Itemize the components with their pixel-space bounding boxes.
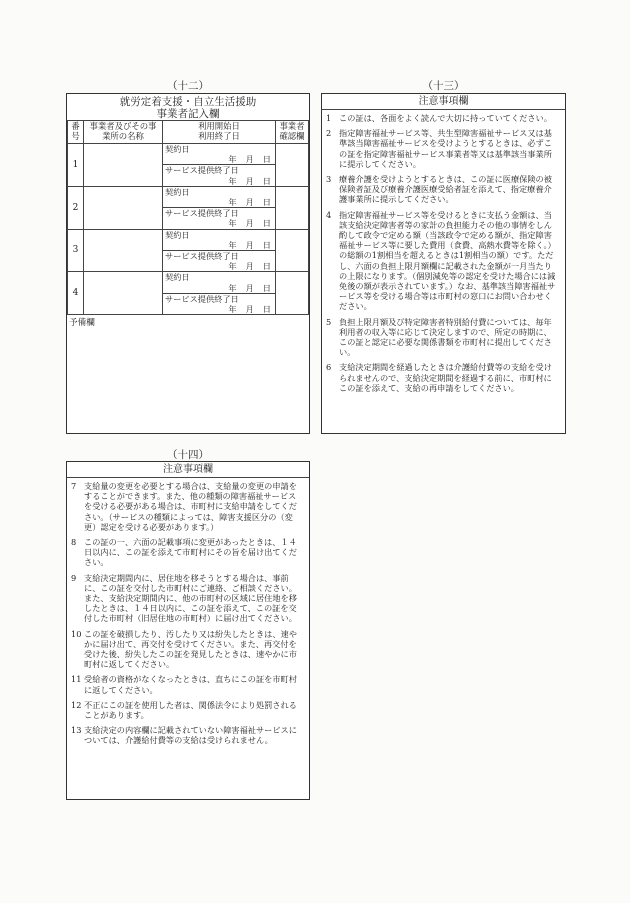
contract-date-cell bbox=[163, 272, 276, 293]
note-number: 6 bbox=[326, 362, 332, 373]
reserve-label: 予備欄 bbox=[69, 318, 95, 329]
provider-entry-table bbox=[67, 120, 309, 315]
contract-date bbox=[165, 283, 273, 293]
note-item bbox=[326, 113, 559, 123]
note-text: この証は、各面をよく読んで大切に持っていてください。 bbox=[339, 113, 552, 123]
year-label: 年 bbox=[228, 282, 237, 293]
contract-date bbox=[165, 240, 273, 250]
year-label: 年 bbox=[228, 154, 237, 165]
notes-list-14 bbox=[67, 478, 309, 746]
year-label: 年 bbox=[228, 261, 237, 272]
note-text: 支給量の変更を必要とする場合は、支給量の変更の申請をすることができます。また、他の種類の障害福祉サービスを受ける必要がある場合は、市町村に支給申請をしてください。（サービスの種類によっては、障害支援区分の（変更）認定を受ける必要があります。） bbox=[84, 481, 297, 532]
table-row bbox=[68, 272, 309, 293]
contract-label: 契約日 bbox=[165, 186, 190, 197]
table-row bbox=[68, 144, 309, 165]
day-label: 日 bbox=[262, 304, 271, 315]
office-name-cell bbox=[84, 229, 163, 272]
provider-entry-panel bbox=[66, 93, 310, 434]
end-label: サービス提供終了日 bbox=[165, 293, 239, 304]
end-date bbox=[165, 218, 273, 228]
day-label: 日 bbox=[262, 175, 271, 186]
section12-header bbox=[67, 94, 309, 120]
note-number: 8 bbox=[71, 537, 77, 548]
section14-title: 注意事項欄 bbox=[67, 462, 309, 478]
note-item bbox=[71, 573, 303, 624]
year-label: 年 bbox=[228, 218, 237, 229]
confirm-cell bbox=[276, 229, 309, 272]
note-item bbox=[326, 128, 559, 169]
contract-date-cell bbox=[163, 229, 276, 250]
note-text: 不正にこの証を使用した者は、関係法令により処罰されることがあります。 bbox=[84, 699, 297, 721]
end-label: サービス提供終了日 bbox=[165, 208, 239, 219]
note-number: 9 bbox=[71, 572, 77, 583]
section12-title-line2: 事業者記入欄 bbox=[156, 108, 220, 120]
note-number: 2 bbox=[326, 128, 332, 139]
section12-title-line1: 就労定着支援・自立生活援助 bbox=[119, 96, 257, 108]
day-label: 日 bbox=[262, 239, 271, 250]
end-date-cell bbox=[163, 208, 276, 229]
notes-panel-14 bbox=[66, 461, 310, 800]
note-item bbox=[326, 317, 559, 358]
contract-date-cell bbox=[163, 144, 276, 165]
row-number: 1 bbox=[68, 144, 84, 187]
month-label: 月 bbox=[245, 197, 254, 208]
note-number: 4 bbox=[326, 209, 332, 220]
notes-panel-13 bbox=[321, 93, 566, 434]
note-number: 1 bbox=[326, 113, 332, 123]
contract-label: 契約日 bbox=[165, 229, 190, 240]
note-number: 7 bbox=[71, 481, 77, 491]
row-number: 4 bbox=[68, 272, 84, 315]
day-label: 日 bbox=[262, 154, 271, 165]
end-date bbox=[165, 261, 273, 271]
note-item bbox=[71, 537, 303, 568]
office-name-cell bbox=[84, 144, 163, 187]
col-period-start: 利用開始日 bbox=[198, 121, 240, 131]
note-text: 指定障害福祉サービス等を受けるときに支払う金額は、当該支給決定障害者等の家計の負担能力その他の事情をしん酌して政令で定める額（当該政令で定める額が、指定障害福祉サービス等に要した費用（食費、高熱水費等を除く。）の総額の1割相当を超えるときは1割相当の額）です。ただし、六面の負担上限月額欄に記載された金額が一月当たりの上限になります。（個別減免等の認定を受けた場合には減免後の額が表示されています。）なお、基準該当障害福祉サービス等を受ける場合等は市町村の窓口にお問い合わせください。 bbox=[339, 209, 556, 312]
note-text: 支給決定の内容欄に記載されていない障害福祉サービスについては、介護給付費等の支給は受けられません。 bbox=[84, 725, 297, 746]
month-label: 月 bbox=[245, 154, 254, 165]
row-number: 3 bbox=[68, 229, 84, 272]
year-label: 年 bbox=[228, 304, 237, 315]
note-text: 療養介護を受けようとするときは、この証に医療保険の被保険者証及び療養介護医療受給者証を添えて、指定療養介護事業所に提示してください。 bbox=[339, 174, 552, 205]
section14-label: （十四） bbox=[167, 449, 209, 461]
table-row bbox=[68, 229, 309, 250]
note-text: 支給決定期間を経過したときは介護給付費等の支給を受けられませんので、支給決定期間を経過する前に、市町村にこの証を添えて、支給の再申請をしてください。 bbox=[339, 362, 552, 393]
month-label: 月 bbox=[245, 239, 254, 250]
note-item bbox=[326, 174, 559, 205]
section13-title: 注意事項欄 bbox=[322, 94, 565, 110]
row-number: 2 bbox=[68, 186, 84, 229]
end-date-cell bbox=[163, 165, 276, 186]
month-label: 月 bbox=[245, 304, 254, 315]
col-no-header: 番号 bbox=[68, 121, 84, 144]
month-label: 月 bbox=[245, 175, 254, 186]
note-number: 10 bbox=[71, 628, 82, 639]
col-office-header: 事業者及びその事業所の名称 bbox=[84, 121, 163, 144]
month-label: 月 bbox=[245, 218, 254, 229]
day-label: 日 bbox=[262, 261, 271, 272]
end-date-cell bbox=[163, 293, 276, 314]
note-text: この証の一、六面の記載事項に変更があったときは、１４日以内に、この証を添えて市町村にその旨を届け出てください。 bbox=[84, 537, 297, 568]
note-item bbox=[71, 481, 303, 532]
month-label: 月 bbox=[245, 282, 254, 293]
office-name-cell bbox=[84, 186, 163, 229]
year-label: 年 bbox=[228, 175, 237, 186]
table-header-row bbox=[68, 121, 309, 144]
note-text: 受給者の資格がなくなったときは、直ちにこの証を市町村に返してください。 bbox=[84, 674, 297, 695]
note-item bbox=[71, 725, 303, 745]
note-number: 13 bbox=[71, 725, 82, 736]
notes-list-13 bbox=[322, 110, 565, 393]
col-period-end: 利用終了日 bbox=[198, 131, 240, 142]
end-label: サービス提供終了日 bbox=[165, 165, 239, 176]
confirm-cell bbox=[276, 144, 309, 187]
contract-label: 契約日 bbox=[165, 144, 190, 154]
col-period-header bbox=[163, 121, 276, 144]
contract-date bbox=[165, 197, 273, 207]
section12-label: （十二） bbox=[167, 80, 209, 92]
note-item bbox=[326, 362, 559, 393]
note-item bbox=[71, 674, 303, 694]
year-label: 年 bbox=[228, 239, 237, 250]
note-item bbox=[71, 700, 303, 720]
day-label: 日 bbox=[262, 282, 271, 293]
note-item bbox=[71, 629, 303, 670]
note-item bbox=[326, 210, 559, 312]
year-label: 年 bbox=[228, 197, 237, 208]
section13-label: （十三） bbox=[422, 80, 465, 92]
office-name-cell bbox=[84, 272, 163, 315]
contract-date bbox=[165, 154, 273, 164]
end-date bbox=[165, 304, 273, 314]
month-label: 月 bbox=[245, 261, 254, 272]
day-label: 日 bbox=[262, 197, 271, 208]
note-text: 指定障害福祉サービス等、共生型障害福祉サービス又は基準該当障害福祉サービスを受けようとするときは、必ずこの証を指定障害福祉サービス事業者等又は基準該当事業所に提示してください。 bbox=[339, 128, 552, 169]
note-text: 支給決定期間内に、居住地を移そうとする場合は、事前に、この証を交付した市町村にご連絡、ご相談ください。 また、支給決定期間内に、他の市町村の区域に居住地を移したときは、１４日以内に、この証を添えて、この証を交付した市町村（旧居住地の市町村）に届け出てください。 bbox=[84, 572, 297, 624]
confirm-cell bbox=[276, 272, 309, 315]
note-number: 3 bbox=[326, 174, 332, 185]
note-number: 12 bbox=[71, 699, 82, 710]
note-text: この証を破損したり、汚したり又は紛失したときは、速やかに届け出て、再交付を受けてください。また、再交付を受けた後、紛失したこの証を発見したときは、速やかに市町村に返してください。 bbox=[84, 628, 297, 670]
confirm-cell bbox=[276, 186, 309, 229]
contract-label: 契約日 bbox=[165, 272, 190, 283]
day-label: 日 bbox=[262, 218, 271, 229]
note-number: 5 bbox=[326, 316, 332, 327]
col-confirm-header: 事業者確認欄 bbox=[276, 121, 309, 144]
note-number: 11 bbox=[71, 674, 82, 685]
note-text: 負担上限月額及び特定障害者特別給付費については、毎年利用者の収入等に応じて決定しますので、所定の時期に、この証と認定に必要な関係書類を市町村に提出してください。 bbox=[339, 316, 552, 358]
contract-date-cell bbox=[163, 186, 276, 207]
end-label: サービス提供終了日 bbox=[165, 251, 239, 262]
table-row bbox=[68, 186, 309, 207]
end-date bbox=[165, 176, 273, 186]
end-date-cell bbox=[163, 251, 276, 272]
